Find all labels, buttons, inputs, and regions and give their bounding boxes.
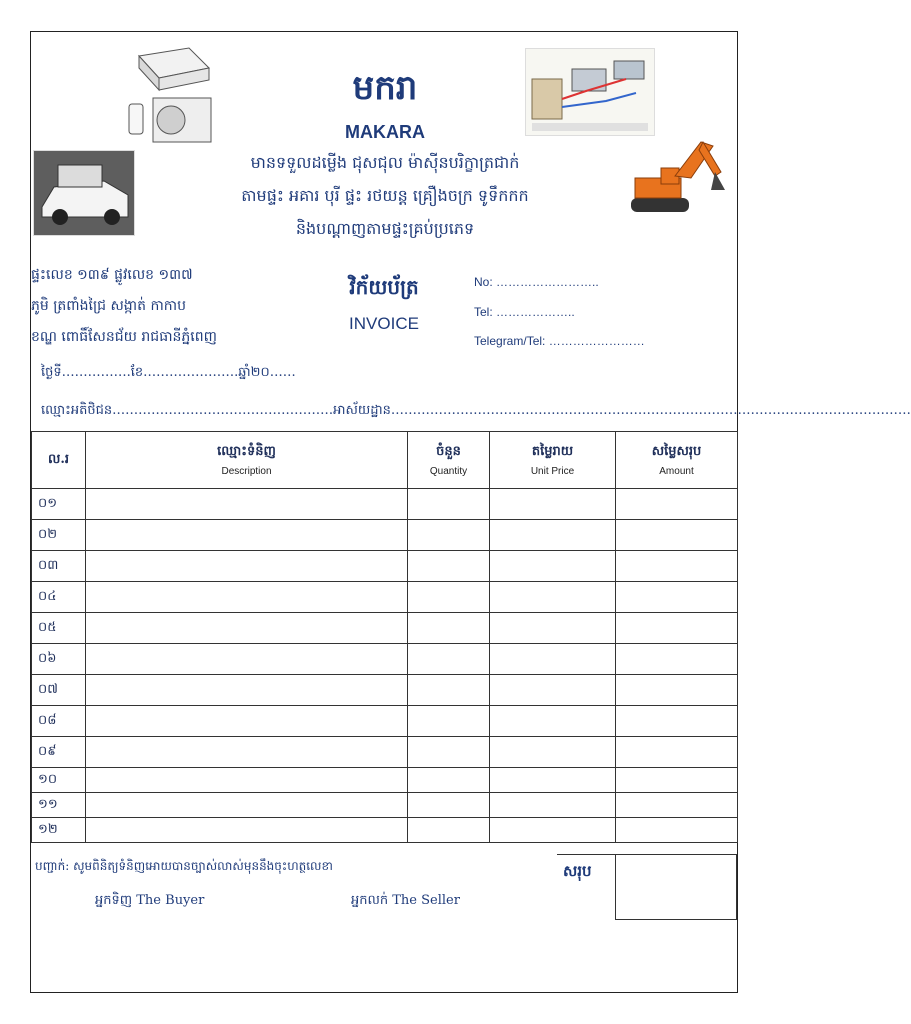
description-cell[interactable]	[86, 737, 408, 768]
unit-price-cell[interactable]	[490, 675, 616, 706]
row-number: ០៥	[32, 613, 86, 644]
description-cell[interactable]	[86, 706, 408, 737]
company-name-english: MAKARA	[345, 122, 425, 142]
quantity-cell[interactable]	[408, 818, 490, 843]
table-row	[32, 737, 738, 768]
row-number: ០៧	[32, 675, 86, 706]
table-row	[32, 793, 738, 818]
amount-cell[interactable]	[616, 582, 738, 613]
unit-price-cell[interactable]	[490, 551, 616, 582]
row-number: ១២	[32, 818, 86, 843]
row-number: ០៦	[32, 644, 86, 675]
description-cell[interactable]	[86, 768, 408, 793]
quantity-cell[interactable]	[408, 613, 490, 644]
table-row	[32, 489, 738, 520]
buyer-signature-label: អ្នកទិញ The Buyer	[95, 893, 205, 908]
table-row	[32, 520, 738, 551]
table-row	[32, 613, 738, 644]
unit-price-cell[interactable]	[490, 768, 616, 793]
amount-cell[interactable]	[616, 489, 738, 520]
services-line-3: និងបណ្ដាញតាមផ្ទះគ្រប់ប្រភេទ	[295, 219, 475, 238]
row-number: ០២	[32, 520, 86, 551]
description-cell[interactable]	[86, 551, 408, 582]
amount-cell[interactable]	[616, 768, 738, 793]
unit-price-cell[interactable]	[490, 793, 616, 818]
services-line-2: តាមផ្ទះ អគារ បុរី ផ្ទះ រថយន្ត គ្រឿងចក្រ ទូទឹកកក	[241, 186, 529, 205]
header-amount: សម្លៃសរុប Amount	[616, 432, 738, 489]
quantity-cell[interactable]	[408, 582, 490, 613]
row-number: ០៩	[32, 737, 86, 768]
seller-signature-label: អ្នកលក់ The Seller	[351, 893, 460, 908]
header-unit-price: តម្លៃរាយ Unit Price	[490, 432, 616, 489]
amount-cell[interactable]	[616, 793, 738, 818]
description-cell[interactable]	[86, 818, 408, 843]
table-row	[32, 582, 738, 613]
telephone-field: Tel: ………………..	[474, 305, 575, 319]
amount-cell[interactable]	[616, 644, 738, 675]
services-line-1: មានទទួលដម្លើង ជុសជុល ម៉ាស៊ីនបរិក្ខាត្រជាក់	[250, 153, 520, 172]
row-number: ១១	[32, 793, 86, 818]
amount-cell[interactable]	[616, 520, 738, 551]
description-cell[interactable]	[86, 613, 408, 644]
row-number: ០៨	[32, 706, 86, 737]
items-table	[31, 431, 738, 843]
description-cell[interactable]	[86, 582, 408, 613]
customer-line: ឈ្មោះអតិថិជន……………………………………………អាស័យដ្ឋាន…………………………………………………………………………………………………………	[41, 403, 911, 418]
description-cell[interactable]	[86, 520, 408, 551]
total-amount-box[interactable]	[615, 854, 737, 920]
description-cell[interactable]	[86, 675, 408, 706]
table-row	[32, 675, 738, 706]
description-cell[interactable]	[86, 489, 408, 520]
quantity-cell[interactable]	[408, 706, 490, 737]
quantity-cell[interactable]	[408, 793, 490, 818]
unit-price-cell[interactable]	[490, 520, 616, 551]
table-row	[32, 768, 738, 793]
header-number: ល.រ	[32, 432, 86, 489]
quantity-cell[interactable]	[408, 675, 490, 706]
table-header-row	[32, 432, 738, 489]
car-image	[33, 150, 135, 236]
unit-price-cell[interactable]	[490, 489, 616, 520]
verification-note: បញ្ជាក់: សូមពិនិត្យទំនិញអោយបានច្បាស់លាស់មុននឹងចុះហត្ថលេខា	[35, 859, 333, 873]
unit-price-cell[interactable]	[490, 706, 616, 737]
amount-cell[interactable]	[616, 551, 738, 582]
unit-price-cell[interactable]	[490, 818, 616, 843]
unit-price-cell[interactable]	[490, 582, 616, 613]
row-number: ០៤	[32, 582, 86, 613]
invoice-title-khmer: វិក័យប័ត្រ	[349, 275, 419, 299]
row-number: ០៣	[32, 551, 86, 582]
quantity-cell[interactable]	[408, 768, 490, 793]
table-row	[32, 644, 738, 675]
amount-cell[interactable]	[616, 737, 738, 768]
unit-price-cell[interactable]	[490, 644, 616, 675]
amount-cell[interactable]	[616, 613, 738, 644]
table-row	[32, 706, 738, 737]
company-name-khmer: មករា	[352, 68, 418, 108]
amount-cell[interactable]	[616, 818, 738, 843]
invoice-title-english: INVOICE	[349, 314, 419, 333]
total-label: សរុប	[563, 862, 592, 880]
table-row	[32, 551, 738, 582]
unit-price-cell[interactable]	[490, 737, 616, 768]
date-line: ថ្ងៃទី…………….ខែ………………….ឆ្នាំ២០……	[41, 365, 296, 380]
amount-cell[interactable]	[616, 675, 738, 706]
amount-cell[interactable]	[616, 706, 738, 737]
address-line-2: ភូមិ ត្រពាំងជ្រៃ សង្កាត់ កាកាប	[31, 298, 186, 314]
quantity-cell[interactable]	[408, 551, 490, 582]
invoice-page	[30, 31, 911, 993]
address-line-1: ផ្ទះលេខ ១៣៩ ផ្លូវលេខ ១៣៧	[31, 267, 193, 283]
header-quantity: ចំនួន Quantity	[408, 432, 490, 489]
quantity-cell[interactable]	[408, 489, 490, 520]
table-row	[32, 818, 738, 843]
excavator-image	[625, 132, 729, 220]
description-cell[interactable]	[86, 644, 408, 675]
row-number: ០១	[32, 489, 86, 520]
invoice-number-field: No: ……………………..	[474, 275, 599, 289]
quantity-cell[interactable]	[408, 520, 490, 551]
unit-price-cell[interactable]	[490, 613, 616, 644]
address-line-3: ខណ្ឌ ពោធិ៍សែនជ័យ រាជធានីភ្នំពេញ	[31, 329, 217, 345]
row-number: ១០	[32, 768, 86, 793]
quantity-cell[interactable]	[408, 644, 490, 675]
quantity-cell[interactable]	[408, 737, 490, 768]
telegram-field: Telegram/Tel: ……………………	[474, 334, 645, 348]
header-description: ឈ្មោះទំនិញ Description	[86, 432, 408, 489]
description-cell[interactable]	[86, 793, 408, 818]
total-divider	[557, 854, 615, 855]
